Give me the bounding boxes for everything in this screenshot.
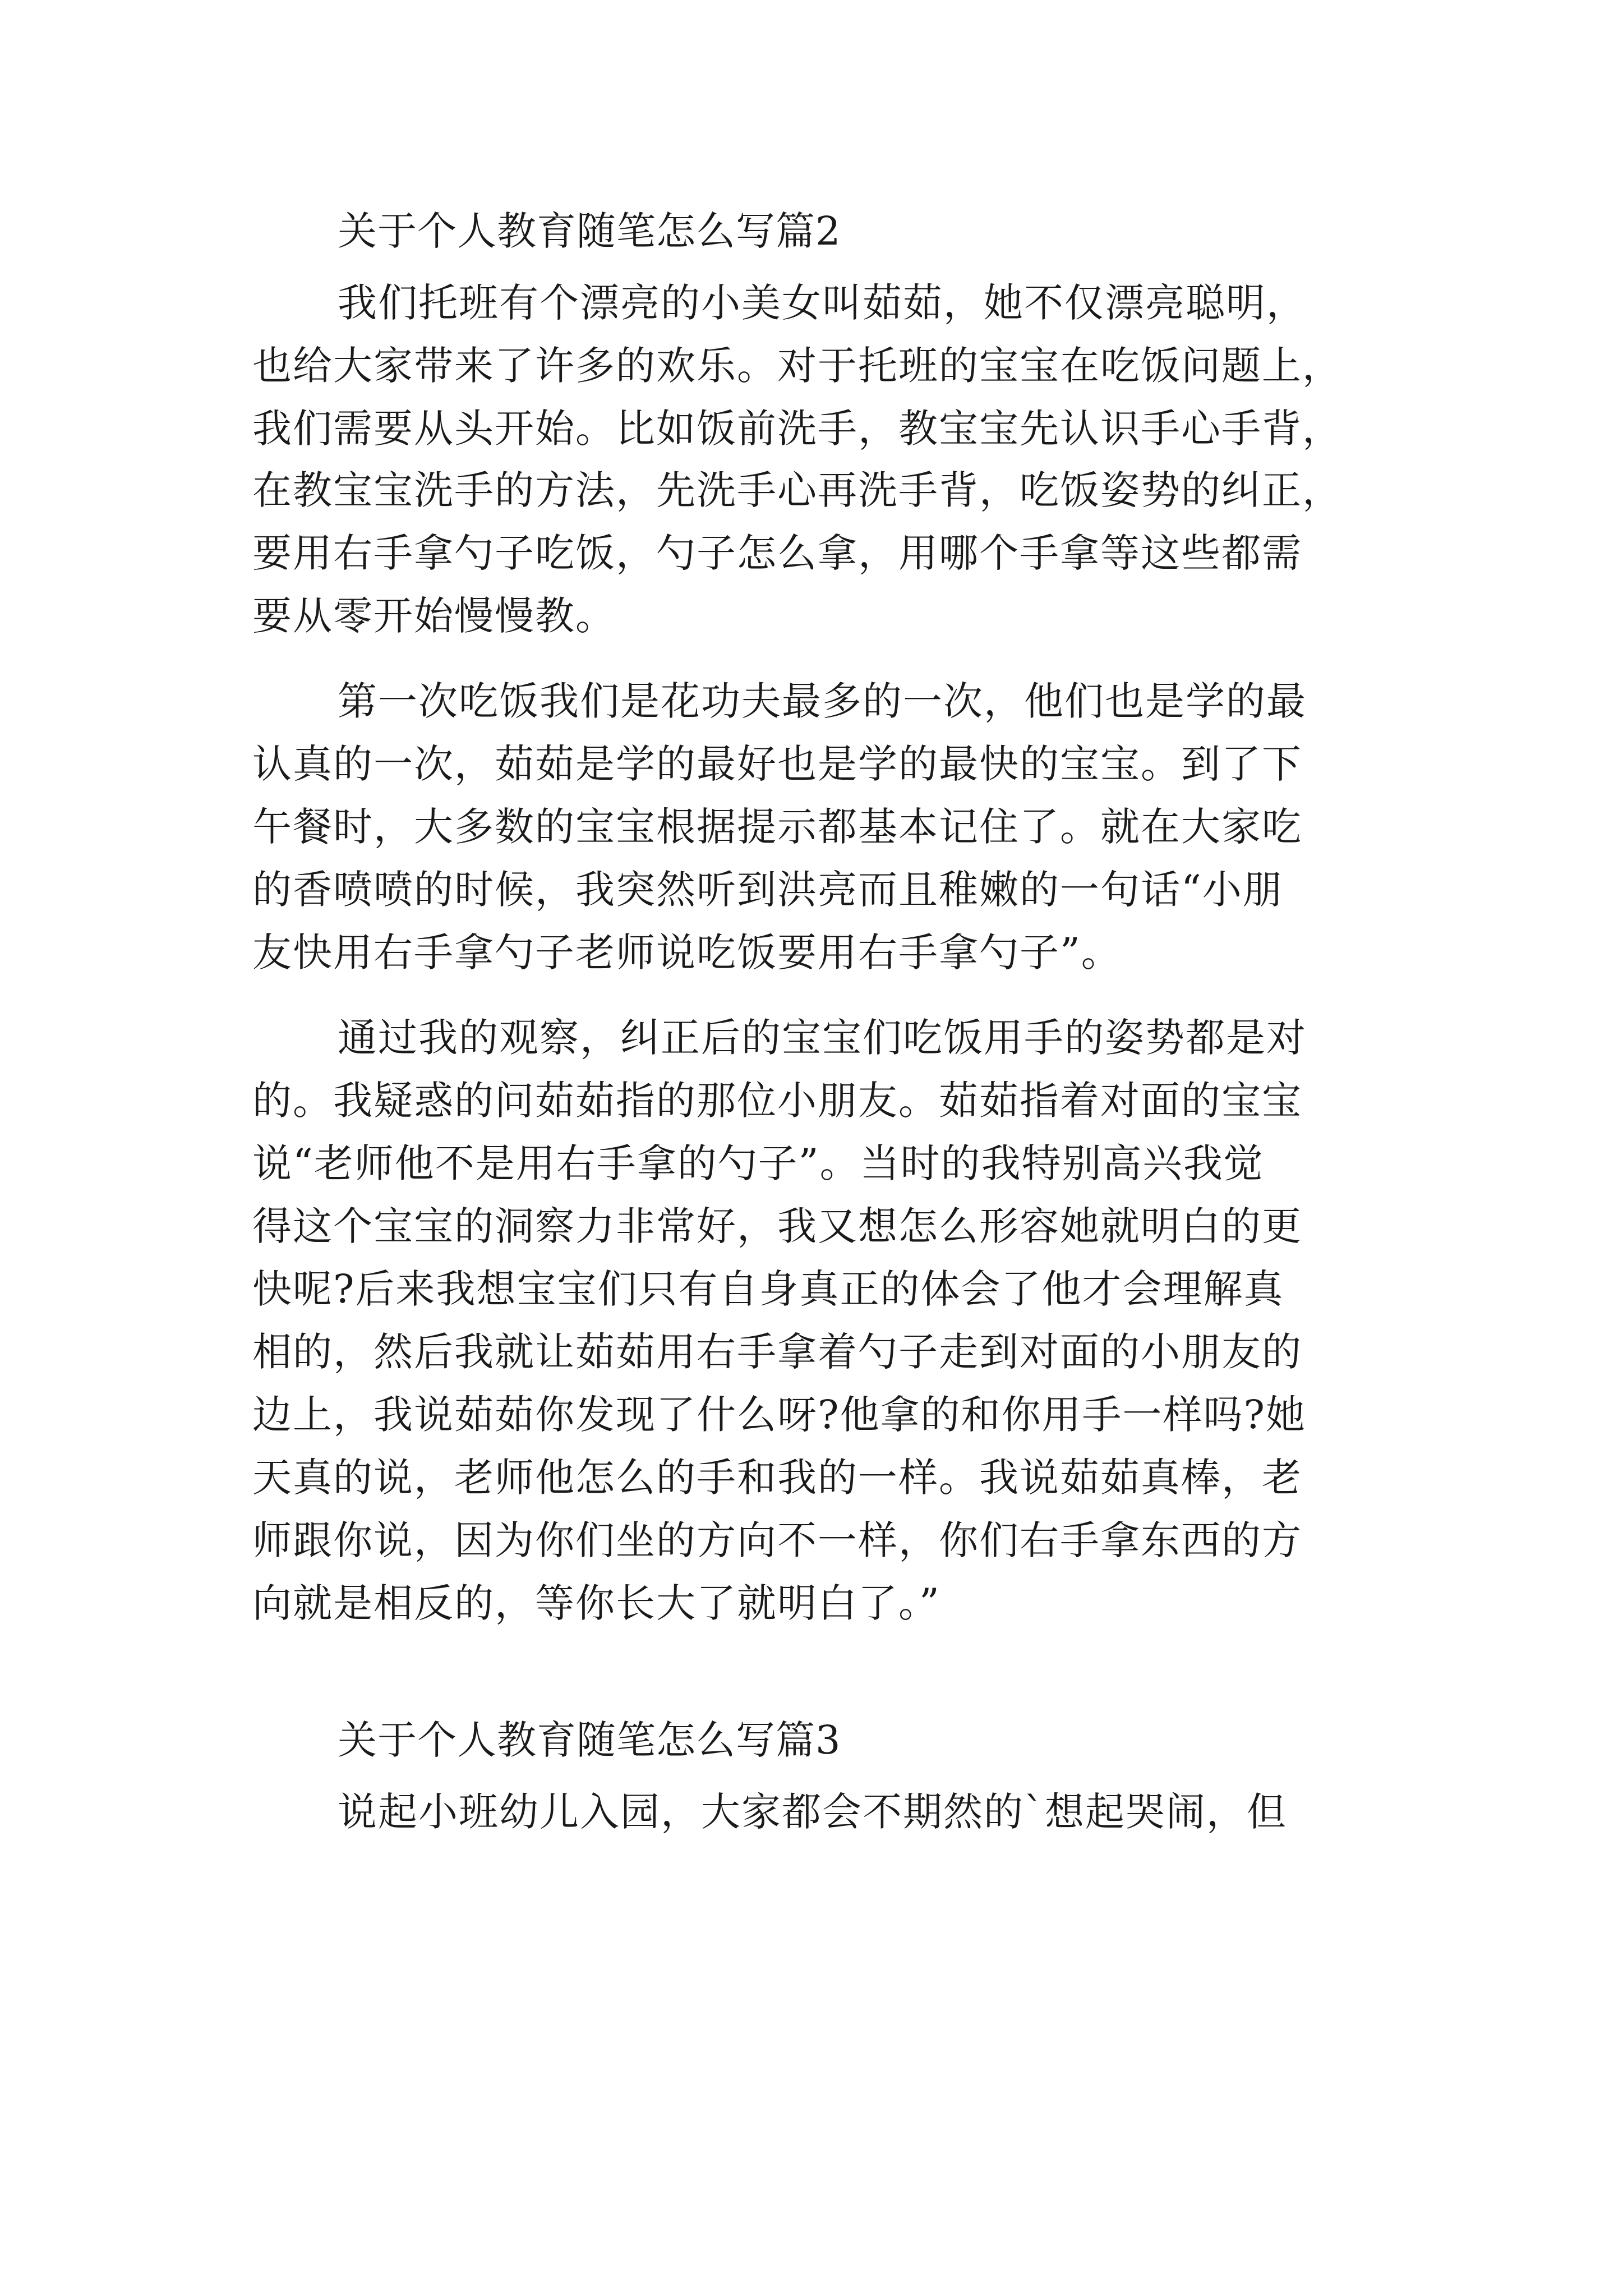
paragraph-line: 说“老师他不是用右手拿的勺子”。当时的我特别高兴我觉 bbox=[252, 1140, 1264, 1186]
paragraph-line: 向就是相反的，等你长大了就明白了。” bbox=[252, 1580, 940, 1626]
paragraph-line: 相的，然后我就让茹茹用右手拿着勺子走到对面的小朋友的 bbox=[252, 1329, 1302, 1375]
paragraph-line: 第一次吃饭我们是花功夫最多的一次，他们也是学的最 bbox=[338, 678, 1307, 724]
paragraph-line: 说起小班幼儿入园，大家都会不期然的`想起哭闹，但 bbox=[338, 1789, 1287, 1835]
paragraph-line: 得这个宝宝的洞察力非常好，我又想怎么形容她就明白的更 bbox=[252, 1203, 1302, 1249]
paragraph-line: 友快用右手拿勺子老师说吃饭要用右手拿勺子”。 bbox=[252, 930, 1122, 976]
section-heading: 关于个人教育随笔怎么写篇2 bbox=[338, 208, 841, 254]
paragraph-line: 快呢?后来我想宝宝们只有自身真正的体会了他才会理解真 bbox=[252, 1266, 1284, 1312]
paragraph-line: 天真的说，老师他怎么的手和我的一样。我说茹茹真棒，老 bbox=[252, 1455, 1302, 1501]
paragraph-line: 要从零开始慢慢教。 bbox=[252, 593, 616, 639]
paragraph-line: 边上，我说茹茹你发现了什么呀?他拿的和你用手一样吗?她 bbox=[252, 1392, 1307, 1438]
paragraph-line: 要用右手拿勺子吃饭，勺子怎么拿，用哪个手拿等这些都需 bbox=[252, 530, 1302, 576]
paragraph-line: 通过我的观察，纠正后的宝宝们吃饭用手的姿势都是对 bbox=[338, 1015, 1307, 1061]
section-heading: 关于个人教育随笔怎么写篇3 bbox=[338, 1717, 841, 1763]
paragraph-line: 认真的一次，茹茹是学的最好也是学的最快的宝宝。到了下 bbox=[252, 741, 1302, 787]
paragraph-line: 也给大家带来了许多的欢乐。对于托班的宝宝在吃饭问题上， bbox=[252, 343, 1343, 389]
paragraph-line: 午餐时，大多数的宝宝根据提示都基本记住了。就在大家吃 bbox=[252, 804, 1302, 850]
paragraph-line: 在教宝宝洗手的方法，先洗手心再洗手背，吃饭姿势的纠正， bbox=[252, 467, 1343, 513]
paragraph-line: 的。我疑惑的问茹茹指的那位小朋友。茹茹指着对面的宝宝 bbox=[252, 1078, 1302, 1124]
paragraph-line: 的香喷喷的时候，我突然听到洪亮而且稚嫩的一句话“小朋 bbox=[252, 867, 1283, 913]
paragraph-line: 师跟你说，因为你们坐的方向不一样，你们右手拿东西的方 bbox=[252, 1517, 1302, 1563]
paragraph-line: 我们需要从头开始。比如饭前洗手，教宝宝先认识手心手背， bbox=[252, 406, 1343, 452]
paragraph-line: 我们托班有个漂亮的小美女叫茹茹，她不仅漂亮聪明， bbox=[338, 280, 1307, 326]
